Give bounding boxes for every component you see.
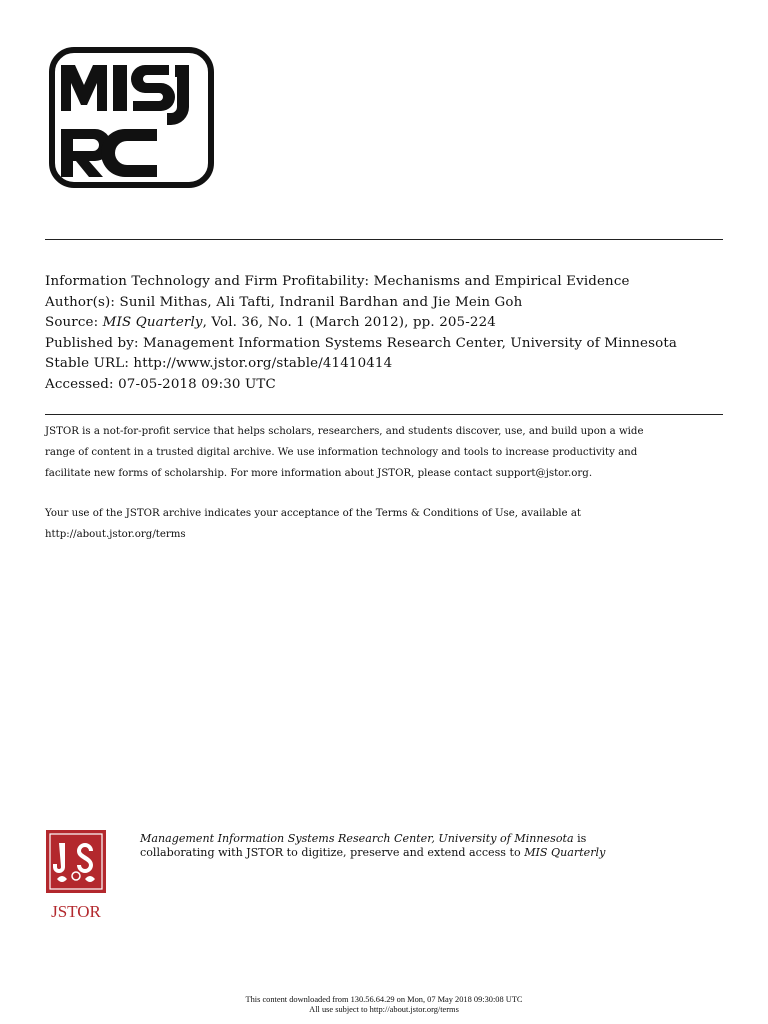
stable-url-label: Stable URL: (45, 356, 129, 372)
citation-block (45, 272, 735, 396)
publisher-line (45, 334, 735, 355)
publisher-value: Management Information Systems Research Center, University of Minnesota (143, 335, 678, 351)
collab-line-2 (140, 846, 740, 860)
footer-line-1: This content downloaded from 130.56.64.29 on Mon, 07 May 2018 09:30:08 UTC (245, 995, 523, 1004)
source-line (45, 313, 735, 334)
download-footer (0, 995, 768, 1015)
jstor-logo-label: JSTOR (51, 902, 101, 921)
collaboration-note (140, 832, 740, 860)
accessed-value: 07-05-2018 09:30 UTC (118, 376, 276, 392)
source-details: , Vol. 36, No. 1 (March 2012), pp. 205-224 (202, 315, 496, 331)
authors-label: Author(s): (45, 294, 116, 310)
top-divider (45, 239, 723, 240)
source-label: Source: (45, 315, 99, 331)
terms-link[interactable]: http://about.jstor.org/terms (45, 529, 186, 541)
stable-url-link[interactable]: http://www.jstor.org/stable/41410414 (133, 356, 393, 372)
collab-line-1 (140, 832, 740, 846)
jstor-notice (45, 422, 735, 546)
article-title: Information Technology and Firm Profitability: Mechanisms and Empirical Evidence (45, 274, 630, 289)
accessed-line (45, 375, 735, 396)
notice-line: range of content in a trusted digital archive. We use information technology and tools to increase productivity and (45, 446, 638, 458)
collab-org: Management Information Systems Research Center, University of Minnesota (140, 832, 574, 845)
misrc-logo (49, 47, 214, 188)
source-journal: MIS Quarterly (102, 315, 203, 331)
notice-line: Your use of the JSTOR archive indicates your acceptance of the Terms & Conditions of Use, available at (45, 508, 581, 520)
collab-journal: MIS Quarterly (524, 845, 606, 859)
notice-line: JSTOR is a not-for-profit service that helps scholars, researchers, and students discover, use, and build upon a wide (45, 426, 644, 437)
authors-line (45, 293, 735, 314)
stable-url-line (45, 354, 735, 375)
jstor-logo (45, 829, 107, 921)
publisher-label: Published by: (45, 335, 139, 351)
accessed-label: Accessed: (45, 376, 114, 392)
notice-line: facilitate new forms of scholarship. For more information about JSTOR, please contact support@jstor.org. (45, 467, 593, 479)
middle-divider (45, 414, 723, 415)
authors-value: Sunil Mithas, Ali Tafti, Indranil Bardhan and Jie Mein Goh (119, 294, 523, 310)
collab-text: collaborating with JSTOR to digitize, preserve and extend access to (140, 845, 525, 859)
footer-line-2: All use subject to http://about.jstor.org/terms (309, 1005, 459, 1015)
collab-is: is (573, 832, 587, 845)
